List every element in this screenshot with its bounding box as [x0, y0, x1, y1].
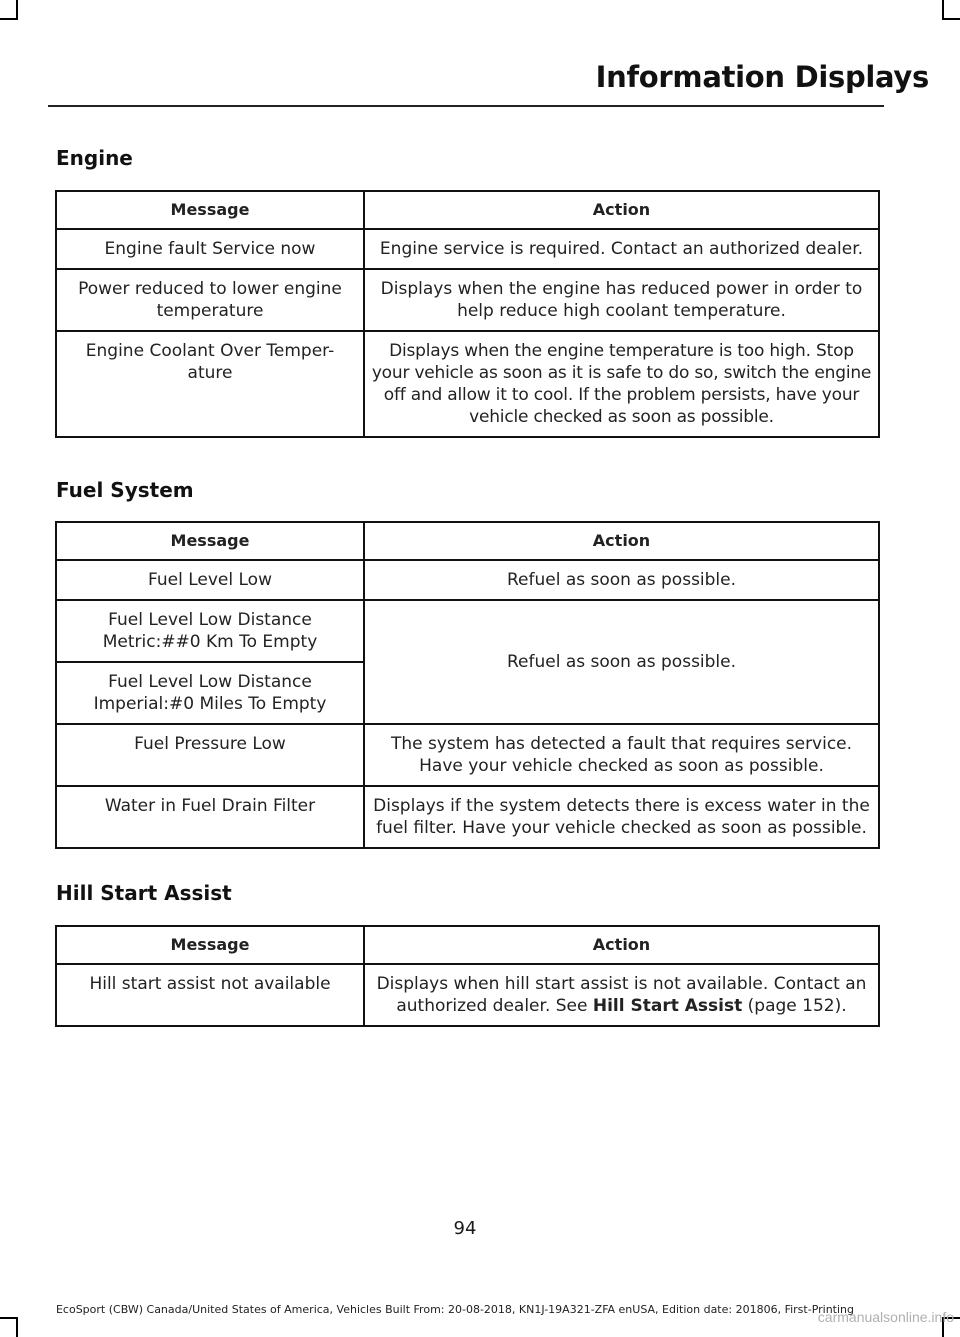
page-number: 94: [453, 1218, 477, 1239]
crop-mark: [942, 0, 944, 20]
table-row: [56, 269, 879, 331]
action-cell: Displays if the system detects there is excess water in the fuel filter. Have your vehicle checked as soon as possible.: [364, 786, 879, 848]
crop-mark: [0, 18, 18, 20]
message-cell: Fuel Pressure Low: [56, 724, 364, 786]
footer-edition-info: EcoSport (CBW) Canada/United States of America, Vehicles Built From: 20-08-2018, KN1J-19A321-ZFA enUSA, Edition date: 201806, First-Printing: [55, 1303, 855, 1316]
action-cell: Displays when the engine has reduced power in order to help reduce high coolant temperature.: [364, 269, 879, 331]
crop-mark: [942, 18, 960, 20]
column-header-message: Message: [56, 522, 364, 560]
column-header-action: Action: [364, 926, 879, 964]
table-row: [56, 229, 879, 269]
action-text: Displays when hill start assist is not available. Contact an authorized dealer. See: [376, 974, 867, 1016]
section-heading-fuel-system: Fuel System: [56, 478, 194, 502]
action-cell: Refuel as soon as possible.: [364, 600, 879, 724]
action-cell: [364, 964, 879, 1026]
message-cell: Power reduced to lower engine temperature: [56, 269, 364, 331]
action-cell: Engine service is required. Contact an authorized dealer.: [364, 229, 879, 269]
table-row: [56, 560, 879, 600]
crop-mark: [16, 1317, 18, 1337]
column-header-message: Message: [56, 191, 364, 229]
page-reference: (page 152).: [747, 996, 847, 1016]
fuel-system-table: [55, 521, 880, 849]
column-header-action: Action: [364, 191, 879, 229]
cross-reference-link[interactable]: Hill Start Assist: [592, 996, 743, 1016]
table-row: [56, 964, 879, 1026]
action-cell: Refuel as soon as possible.: [364, 560, 879, 600]
message-cell: Engine Coolant Over Temper-ature: [56, 331, 364, 437]
section-heading-hill-start-assist: Hill Start Assist: [56, 881, 232, 905]
table-row: [56, 786, 879, 848]
column-header-action: Action: [364, 522, 879, 560]
table-row: [56, 600, 879, 662]
message-cell: Engine fault Service now: [56, 229, 364, 269]
message-cell: Fuel Level Low: [56, 560, 364, 600]
action-cell: The system has detected a fault that requires service. Have your vehicle checked as soon as possible.: [364, 724, 879, 786]
table-header-row: [56, 522, 879, 560]
table-header-row: [56, 926, 879, 964]
column-header-message: Message: [56, 926, 364, 964]
message-cell: Water in Fuel Drain Filter: [56, 786, 364, 848]
crop-mark: [16, 0, 18, 20]
table-header-row: [56, 191, 879, 229]
table-row: [56, 724, 879, 786]
crop-mark: [0, 1317, 18, 1319]
watermark: carmanualsonline.info: [817, 1309, 954, 1325]
action-cell: Displays when the engine temperature is too high. Stop your vehicle as soon as it is safe to do so, switch the engine off and allow it to cool. If the problem persists, have your vehicle checked as soon as possible.: [364, 331, 879, 437]
message-cell: Fuel Level Low Distance Imperial:#0 Miles To Empty: [56, 662, 364, 724]
hill-start-assist-table: [55, 925, 880, 1027]
message-cell: Hill start assist not available: [56, 964, 364, 1026]
page-title: Information Displays: [595, 60, 929, 94]
engine-table: [55, 190, 880, 438]
header-divider: [48, 105, 884, 107]
message-cell: Fuel Level Low Distance Metric:##0 Km To Empty: [56, 600, 364, 662]
section-heading-engine: Engine: [56, 146, 133, 170]
table-row: [56, 331, 879, 437]
